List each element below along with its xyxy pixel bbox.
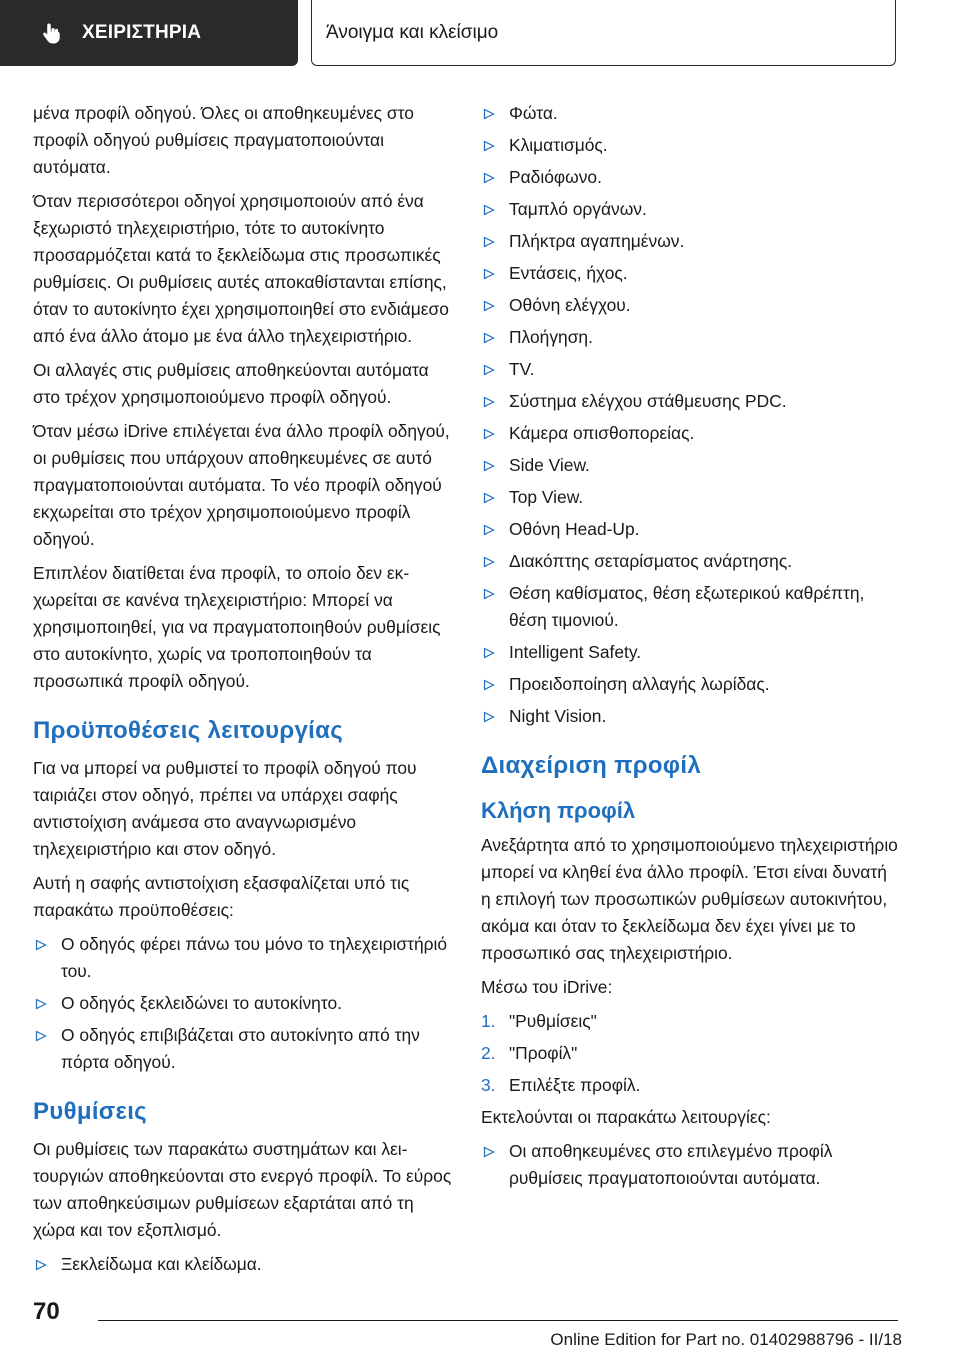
- list-item: [33, 1022, 453, 1076]
- list-item-text: Side View.: [509, 455, 590, 475]
- settings-list: [33, 1251, 453, 1278]
- list-item-text: Ο οδηγός επιβιβάζεται στο αυτοκίνητο από την πόρτα οδηγού.: [61, 1025, 420, 1072]
- edition-note: Online Edition for Part no. 01402988796 - II/18: [550, 1330, 902, 1349]
- list-item: [33, 931, 453, 985]
- list-item: [481, 324, 901, 351]
- triangle-bullet-icon: [483, 679, 495, 691]
- settings-list-continued: [481, 100, 901, 730]
- list-item-text: Ραδιόφωνο.: [509, 167, 602, 187]
- triangle-bullet-icon: [483, 108, 495, 120]
- conditions-list: [33, 931, 453, 1076]
- manual-section-tab: [0, 0, 298, 66]
- list-item: [481, 164, 901, 191]
- paragraph: Όταν περισσότεροι οδηγοί χρησιμοποιούν από ένα ξεχωριστό τηλεχειριστήριο, τότε το αυτοκίνητο προσαρμόζεται κατά το ξεκλείδωμα στις προσωπικές ρυθμίσεις. Οι ρυθμίσεις αυτές αποκαθίστανται επίσης, όταν το αυτοκίνητο έχει χρησιμοποιηθεί στο ενδιάμεσο από ένα άλλο άτομο με ένα άλλο τηλεχειριστήριο.: [33, 191, 449, 346]
- page-number: 70: [33, 1298, 60, 1325]
- hand-pointer-icon: [40, 21, 64, 45]
- triangle-bullet-icon: [483, 647, 495, 659]
- list-item-text: Οι αποθηκευμένες στο επιλεγμένο προφίλ ρυθμίσεις πραγματοποιούνται αυτόματα.: [509, 1141, 833, 1188]
- list-item: [481, 356, 901, 383]
- left-column: [33, 100, 453, 1283]
- triangle-bullet-icon: [483, 204, 495, 216]
- list-item-text: Διακόπτης σεταρίσματος ανάρτησης.: [509, 551, 793, 571]
- list-item: [481, 671, 901, 698]
- triangle-bullet-icon: [483, 236, 495, 248]
- list-item: [481, 132, 901, 159]
- triangle-bullet-icon: [483, 556, 495, 568]
- paragraph: Οι αλλαγές στις ρυθμίσεις αποθηκεύονται αυτόματα στο τρέχον χρησιμοποιούμενο προφίλ οδηγού.: [33, 360, 429, 407]
- chapter-tab: [311, 0, 896, 66]
- list-item: [481, 292, 901, 319]
- list-item-text: Οθόνη Head-Up.: [509, 519, 640, 539]
- list-item: [481, 639, 901, 666]
- paragraph: Ανεξάρτητα από το χρησιμοποιούμενο τηλεχειριστήριο μπορεί να κληθεί ένα άλλο προφίλ. Έτσι είναι δυνατή η επιλογή των προσωπικών ρυθμίσεων αυτοκινήτου, ακόμα και όταν το ξεκλείδωμα δεν έχει γίνει με το προσωπικό σας τηλεχειριστήριο.: [481, 835, 898, 963]
- subheading-call-profile: Κλήση προφίλ: [481, 798, 636, 823]
- list-item-text: Ο οδηγός ξεκλειδώνει το αυτοκίνητο.: [61, 993, 342, 1013]
- list-item: [481, 420, 901, 447]
- list-item-text: Θέση καθίσματος, θέση εξωτερικού καθρέπτη, θέση τιμονιού.: [509, 583, 865, 630]
- steps-list: [481, 1008, 901, 1099]
- triangle-bullet-icon: [483, 300, 495, 312]
- step-item: [481, 1008, 901, 1035]
- triangle-bullet-icon: [483, 492, 495, 504]
- list-item: [481, 100, 901, 127]
- step-number: 1.: [481, 1011, 496, 1031]
- paragraph: Αυτή η σαφής αντιστοίχιση εξασφαλίζεται υπό τις παρακάτω προϋποθέσεις:: [33, 873, 410, 920]
- step-text: "Προφίλ": [509, 1043, 578, 1063]
- list-item-text: Οθόνη ελέγχου.: [509, 295, 631, 315]
- list-item-text: Φώτα.: [509, 103, 558, 123]
- list-item: [33, 990, 453, 1017]
- triangle-bullet-icon: [483, 396, 495, 408]
- list-item-text: Προειδοποίηση αλλαγής λωρίδας.: [509, 674, 770, 694]
- list-item: [33, 1251, 453, 1278]
- triangle-bullet-icon: [35, 1259, 47, 1271]
- triangle-bullet-icon: [483, 460, 495, 472]
- list-item-text: TV.: [509, 359, 535, 379]
- list-item-text: Πλήκτρα αγαπημένων.: [509, 231, 685, 251]
- paragraph: Όταν μέσω iDrive επιλέγεται ένα άλλο προφίλ οδηγού, οι ρυθμίσεις που υπάρχουν αποθηκευμένες σε αυτό πραγματοποιούνται αυτόματα. Το νέο προφίλ οδηγού εκχωρείται στο τρέχον χρησιμοποιούμενο προφίλ οδηγού.: [33, 421, 450, 549]
- triangle-bullet-icon: [483, 140, 495, 152]
- triangle-bullet-icon: [483, 332, 495, 344]
- list-item: [481, 484, 901, 511]
- list-item-text: Σύστημα ελέγχου στάθμευσης PDC.: [509, 391, 787, 411]
- list-item-text: Κάμερα οπισθοπορείας.: [509, 423, 695, 443]
- list-item-text: Εντάσεις, ήχος.: [509, 263, 628, 283]
- step-number: 3.: [481, 1075, 496, 1095]
- list-item: [481, 1138, 901, 1192]
- triangle-bullet-icon: [483, 1146, 495, 1158]
- list-item: [481, 228, 901, 255]
- list-item-text: Intelligent Safety.: [509, 642, 642, 662]
- section-heading-settings: Ρυθμίσεις: [33, 1098, 147, 1125]
- paragraph: Επιπλέον διατίθεται ένα προφίλ, το οποίο δεν εκχωρείται σε κανένα τηλεχειριστήριο: Μπορεί να χρησιμοποιηθεί, για να πραγματοποιηθούν ρυθμίσεις στο αυτοκίνητο, χωρίς να τροποποιηθούν τα προσωπικά προφίλ οδηγού.: [33, 563, 441, 691]
- list-item-text: Ξεκλείδωμα και κλείδωμα.: [61, 1254, 262, 1274]
- triangle-bullet-icon: [483, 364, 495, 376]
- triangle-bullet-icon: [483, 711, 495, 723]
- list-item-text: Ο οδηγός φέρει πάνω του μόνο το τηλεχειριστήριό του.: [61, 934, 448, 981]
- step-number: 2.: [481, 1043, 496, 1063]
- chapter-title: Άνοιγμα και κλείσιμο: [326, 21, 499, 43]
- list-item-text: Ταμπλό οργάνων.: [509, 199, 647, 219]
- paragraph: μένα προφίλ οδηγού. Όλες οι αποθηκευμένες στο προφίλ οδηγού ρυθμίσεις πραγματοποιούνται αυτόματα.: [33, 103, 414, 177]
- paragraph: Για να μπορεί να ρυθμιστεί το προφίλ οδηγού που ταιριάζει στον οδηγό, πρέπει να υπάρχει σαφής αντιστοίχιση ανάμεσα στο αναγνωρισμένο τηλεχειριστήριο και στον οδηγό.: [33, 758, 417, 859]
- list-item: [481, 260, 901, 287]
- step-text: "Ρυθμίσεις": [509, 1011, 597, 1031]
- section-heading-profiles: Διαχείριση προφίλ: [481, 752, 701, 779]
- manual-title: ΧΕΙΡΙΣΤΗΡΙΑ: [82, 22, 202, 43]
- triangle-bullet-icon: [483, 172, 495, 184]
- triangle-bullet-icon: [35, 939, 47, 951]
- step-text: Επιλέξτε προφίλ.: [509, 1075, 641, 1095]
- footer-divider: [98, 1320, 898, 1321]
- triangle-bullet-icon: [483, 268, 495, 280]
- exec-list: [481, 1138, 901, 1192]
- triangle-bullet-icon: [483, 524, 495, 536]
- section-heading-conditions: Προϋποθέσεις λειτουργίας: [33, 717, 343, 744]
- list-item: [481, 703, 901, 730]
- list-item: [481, 196, 901, 223]
- list-item: [481, 388, 901, 415]
- step-item: [481, 1040, 901, 1067]
- list-item-text: Night Vision.: [509, 706, 607, 726]
- list-item: [481, 516, 901, 543]
- list-item: [481, 580, 901, 634]
- list-item: [481, 548, 901, 575]
- paragraph: Μέσω του iDrive:: [481, 977, 613, 997]
- triangle-bullet-icon: [35, 1030, 47, 1042]
- list-item-text: Πλοήγηση.: [509, 327, 593, 347]
- triangle-bullet-icon: [483, 428, 495, 440]
- list-item-text: Top View.: [509, 487, 584, 507]
- paragraph: Οι ρυθμίσεις των παρακάτω συστημάτων και λειτουργιών αποθηκεύονται στο ενεργό προφίλ. Το εύρος των αποθηκεύσιμων ρυθμίσεων εξαρτάται από τη χώρα και τον εξοπλισμό.: [33, 1139, 452, 1240]
- triangle-bullet-icon: [35, 998, 47, 1010]
- page-header: [0, 0, 960, 66]
- paragraph: Εκτελούνται οι παρακάτω λειτουργίες:: [481, 1107, 771, 1127]
- right-column: [481, 100, 901, 1197]
- list-item: [481, 452, 901, 479]
- list-item-text: Κλιματισμός.: [509, 135, 608, 155]
- triangle-bullet-icon: [483, 588, 495, 600]
- step-item: [481, 1072, 901, 1099]
